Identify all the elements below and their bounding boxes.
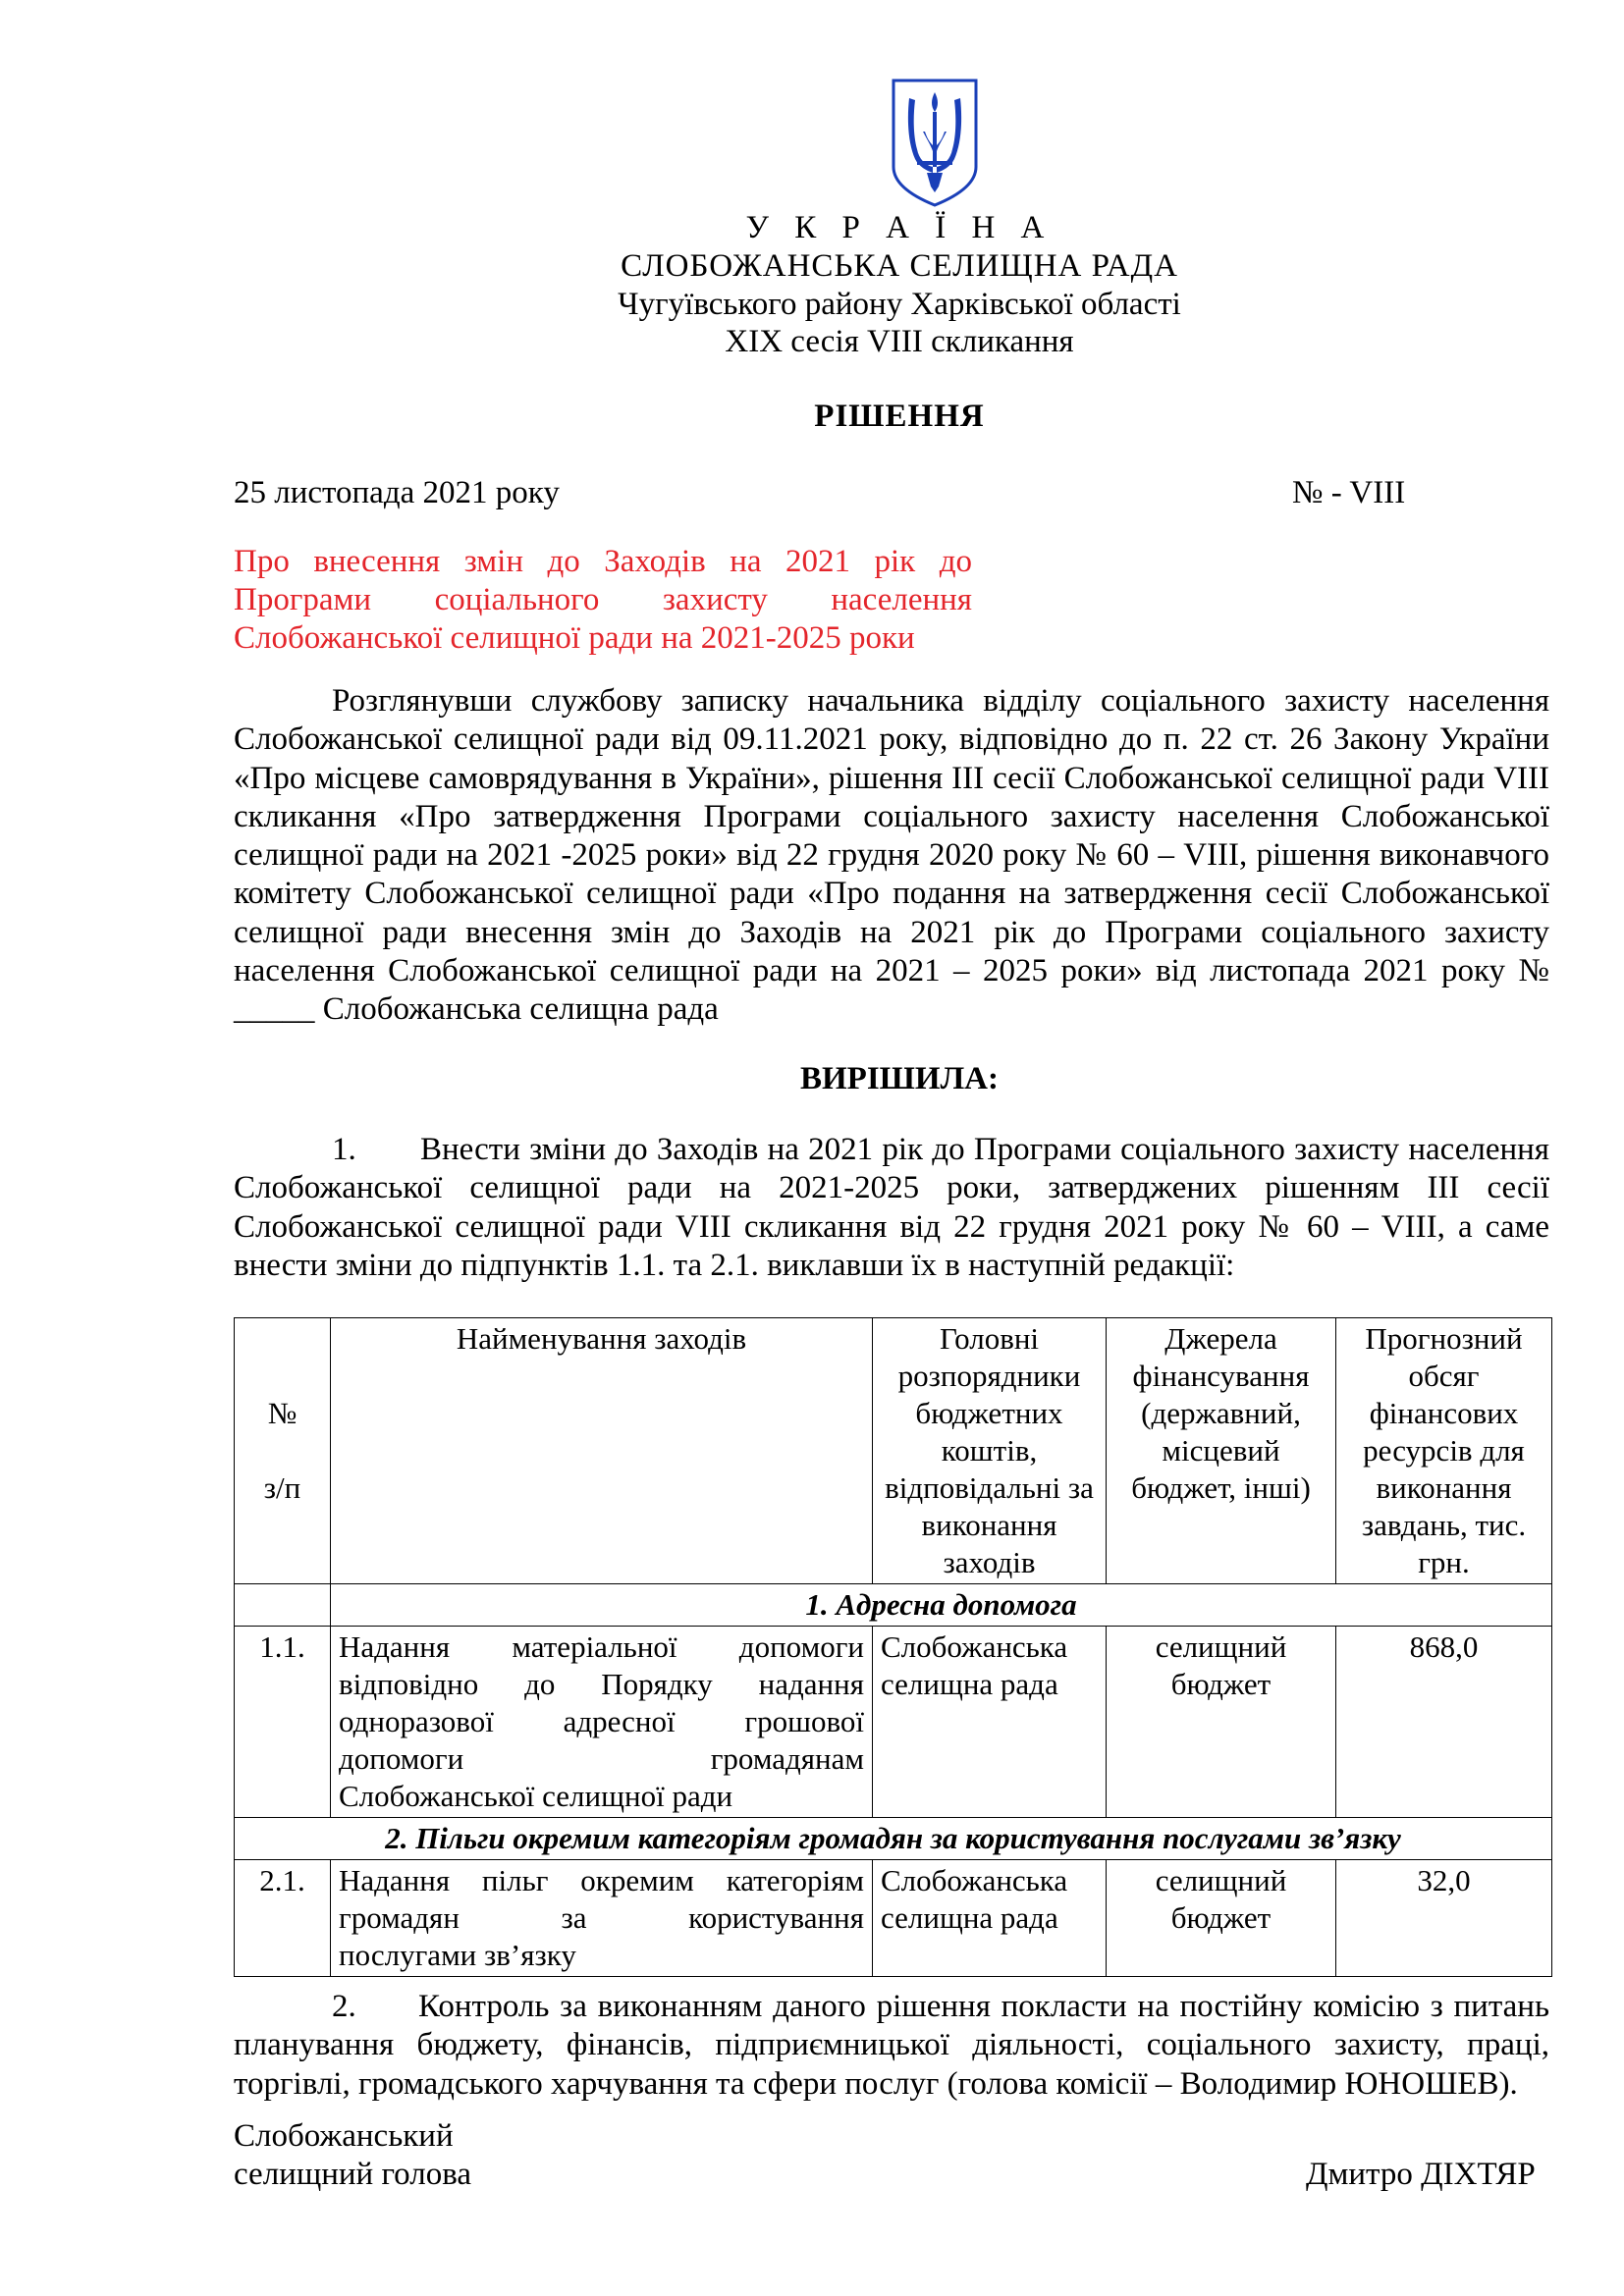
decision-date: 25 листопада 2021 року — [234, 475, 560, 510]
row-amount: 868,0 — [1336, 1627, 1552, 1818]
header-name: Найменування заходів — [331, 1318, 873, 1584]
row-name-last: Слобожанської селищної ради — [339, 1779, 733, 1813]
resolution-item-1 — [234, 1131, 1549, 1285]
header-volume: Прогнозний обсяг фінансових ресурсів для виконання завдань, тис. грн. — [1336, 1318, 1552, 1584]
row-number: 1.1. — [235, 1627, 331, 1818]
decision-number: № - VIII — [1292, 475, 1406, 510]
district-name: Чугуївського району Харківської області — [618, 287, 1181, 322]
row-name-main: Надання пільг окремим категоріям громадян за користування — [339, 1863, 864, 1935]
row-manager: Слобожанська селищна рада — [873, 1860, 1107, 1977]
signatory-title — [234, 2117, 471, 2194]
table-section-row — [235, 1584, 1552, 1627]
table-section-row — [235, 1818, 1552, 1860]
section-empty-cell — [235, 1584, 331, 1627]
signatory-title-line-2: селищний голова — [234, 2157, 472, 2192]
item-text: Внести зміни до Заходів на 2021 рік до Програми соціального захисту населення Слобожанської селищної ради на 2021-2025 роки, затверджених рішенням ІІІ сесії Слобожанської селищної ради VIII скликання від 22 грудня 2021 року № 60 – VIII, а саме внести зміни до підпунктів 1.1. та 2.1. виклавши їх в наступній редакції: — [234, 1132, 1549, 1283]
row-amount: 32,0 — [1336, 1860, 1552, 1977]
header-number-sign: № — [267, 1396, 298, 1430]
header-number-abbr: з/п — [263, 1470, 301, 1505]
signatory-title-line-1: Слобожанський — [234, 2118, 454, 2154]
table-header-row — [235, 1318, 1552, 1584]
row-name — [331, 1627, 873, 1818]
session-name: XIX сесія VIII скликання — [725, 324, 1074, 359]
decision-title: РІШЕННЯ — [814, 399, 985, 434]
country-name: У К Р А Ї Н А — [745, 210, 1054, 245]
item-number: 2. — [332, 1989, 356, 2024]
resolution-item-2 — [234, 1988, 1549, 2104]
table-row — [235, 1860, 1552, 1977]
header-managers: Головні розпорядники бюджетних коштів, відповідальні за виконання заходів — [873, 1318, 1107, 1584]
row-source: селищний бюджет — [1107, 1860, 1336, 1977]
row-number: 2.1. — [235, 1860, 331, 1977]
header-sources: Джерела фінансування (державний, місцевий бюджет, інші) — [1107, 1318, 1336, 1584]
council-name: СЛОБОЖАНСЬКА СЕЛИЩНА РАДА — [621, 248, 1178, 284]
item-text: Контроль за виконанням даного рішення покласти на постійну комісію з питань планування бюджету, фінансів, підприємницької діяльності, соціального захисту, праці, торгівлі, громадського харчування та сфери послуг (голова комісії – Володимир ЮНОШЕВ). — [234, 1989, 1549, 2102]
resolved-heading: ВИРІШИЛА: — [800, 1061, 999, 1096]
signatory-name: Дмитро ДІХТЯР — [1306, 2157, 1536, 2192]
row-manager: Слобожанська селищна рада — [873, 1627, 1107, 1818]
preamble-paragraph: Розглянувши службову записку начальника відділу соціального захисту населення Слобожанської селищної ради від 09.11.2021 року, відповідно до п. 22 ст. 26 Закону України «Про місцеве самоврядування в України», рішення ІІІ сесії Слобожанської селищної ради VIII скликання «Про затвердження Програми соціального захисту населення Слобожанської селищної ради на 2021 -2025 роки» від 22 грудня 2020 року № 60 – VIII, рішення виконавчого комітету Слобожанської селищної ради «Про подання на затвердження сесії Слобожанської селищної ради внесення змін до Заходів на 2021 рік до Програми соціального захисту населення Слобожанської селищної ради на 2021 – 2025 роки» від листопада 2021 року № _____ Слобожанська селищна рада — [234, 683, 1549, 1028]
section-title: 1. Адресна допомога — [331, 1584, 1552, 1627]
measures-table — [234, 1317, 1552, 1977]
row-name — [331, 1860, 873, 1977]
row-source: селищний бюджет — [1107, 1627, 1336, 1818]
header-number — [235, 1318, 331, 1584]
trident-emblem-icon — [888, 77, 982, 209]
row-name-last: послугами зв’язку — [339, 1938, 576, 1972]
item-number: 1. — [332, 1132, 356, 1167]
section-title: 2. Пільги окремим категоріям громадян за користування послугами зв’язку — [235, 1818, 1552, 1860]
row-name-main: Надання матеріальної допомоги відповідно до Порядку надання одноразової адресної грошової допомоги громадянам — [339, 1629, 864, 1776]
decision-subject: Про внесення змін до Заходів на 2021 рік до Програми соціального захисту населення Слобожанської селищної ради на 2021-2025 роки — [234, 544, 972, 656]
table-row — [235, 1627, 1552, 1818]
